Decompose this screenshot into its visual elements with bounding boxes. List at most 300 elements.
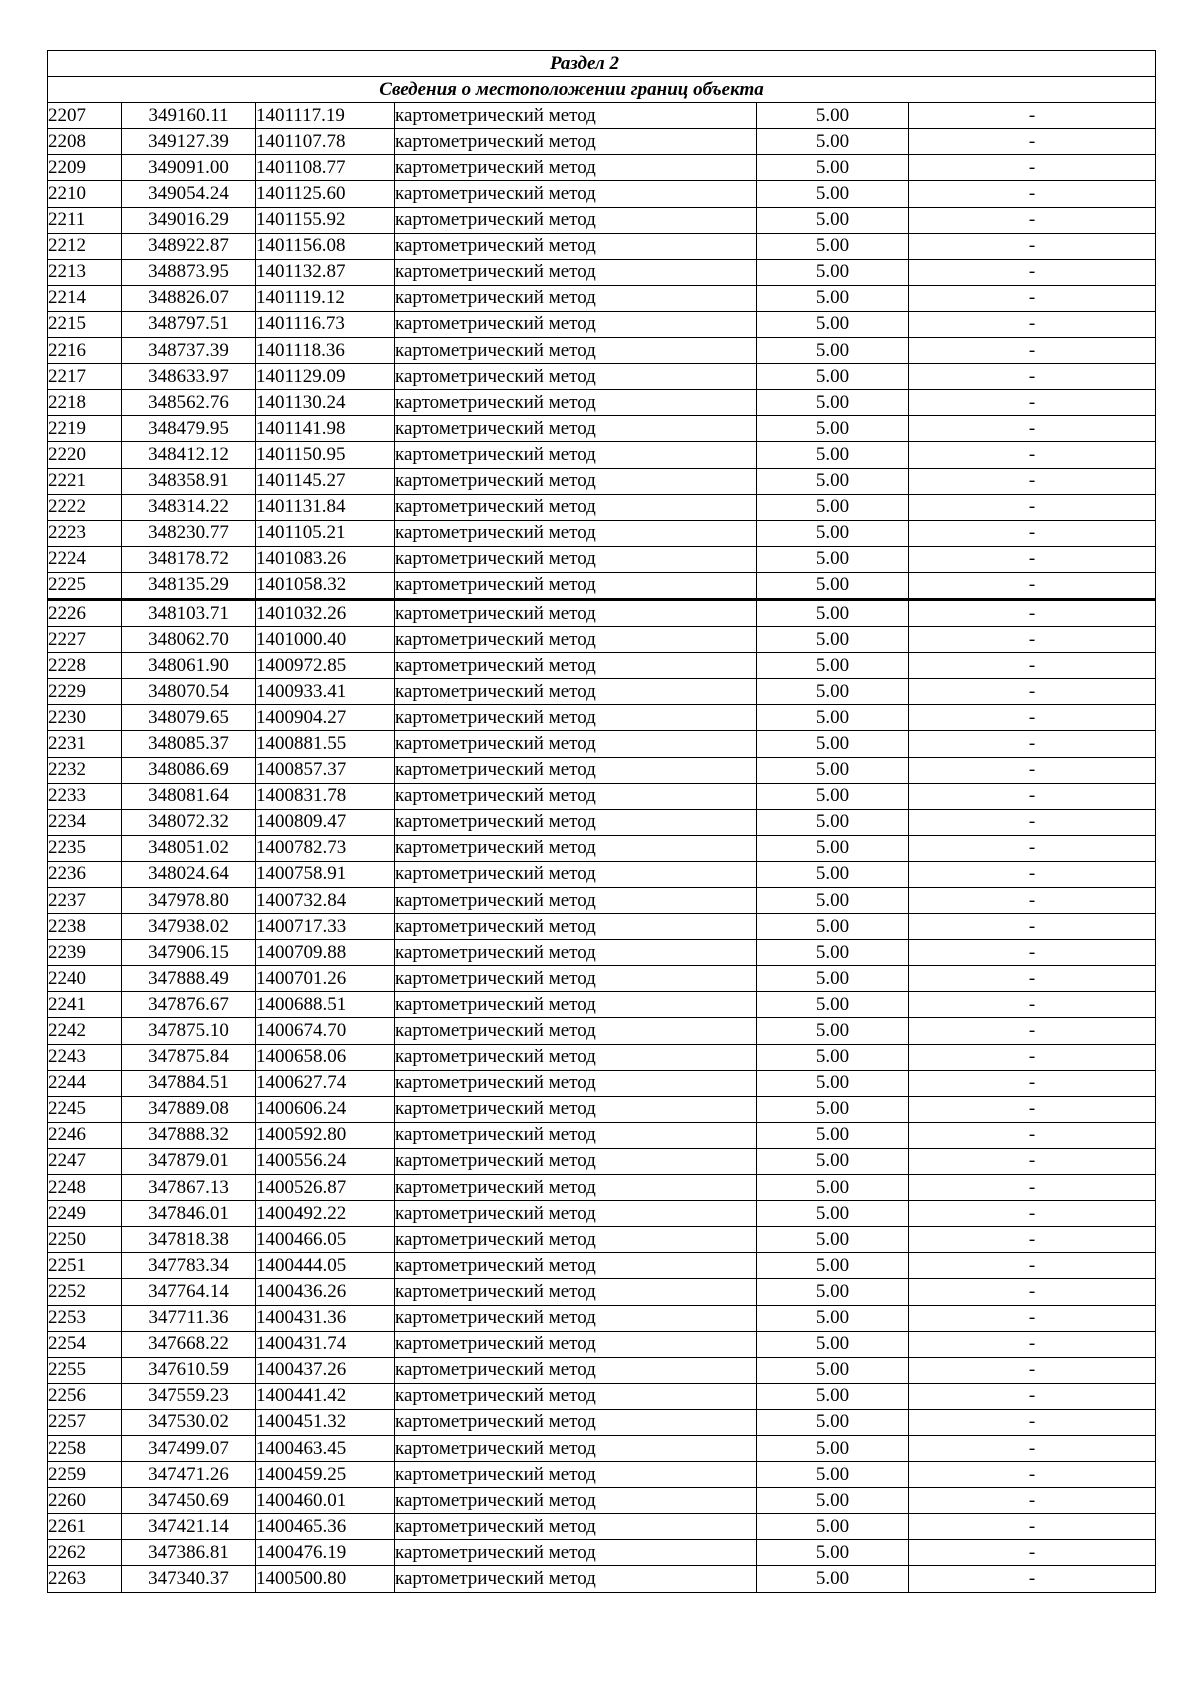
- point-number: 2257: [48, 1409, 122, 1435]
- determination-method: картометрический метод: [395, 1279, 757, 1305]
- table-row: [48, 468, 1156, 494]
- point-description: -: [909, 416, 1156, 442]
- coordinate-x: 347889.08: [122, 1096, 256, 1122]
- coordinate-y: 1400463.45: [256, 1435, 395, 1461]
- coordinate-y: 1401117.19: [256, 103, 395, 129]
- determination-method: картометрический метод: [395, 103, 757, 129]
- determination-method: картометрический метод: [395, 1357, 757, 1383]
- determination-method: картометрический метод: [395, 311, 757, 337]
- coordinate-x: 348062.70: [122, 627, 256, 653]
- table-row: [48, 1409, 1156, 1435]
- table-row: [48, 416, 1156, 442]
- determination-method: картометрический метод: [395, 1148, 757, 1174]
- coordinate-x: 347530.02: [122, 1409, 256, 1435]
- determination-method: картометрический метод: [395, 757, 757, 783]
- point-description: -: [909, 103, 1156, 129]
- determination-method: картометрический метод: [395, 442, 757, 468]
- point-number: 2251: [48, 1253, 122, 1279]
- coordinate-x: 347386.81: [122, 1540, 256, 1566]
- coordinate-y: 1400857.37: [256, 757, 395, 783]
- coordinate-x: 347888.32: [122, 1122, 256, 1148]
- coordinate-y: 1400717.33: [256, 914, 395, 940]
- point-number: 2250: [48, 1227, 122, 1253]
- determination-method: картометрический метод: [395, 861, 757, 887]
- table-row: [48, 966, 1156, 992]
- table-row: [48, 1383, 1156, 1409]
- point-description: -: [909, 653, 1156, 679]
- point-description: -: [909, 1279, 1156, 1305]
- coordinate-x: 347875.84: [122, 1044, 256, 1070]
- coordinate-y: 1401145.27: [256, 468, 395, 494]
- determination-method: картометрический метод: [395, 259, 757, 285]
- determination-method: картометрический метод: [395, 338, 757, 364]
- accuracy-value: 5.00: [757, 233, 909, 259]
- coordinate-y: 1400606.24: [256, 1096, 395, 1122]
- section-label-cell: [48, 51, 1156, 77]
- accuracy-value: 5.00: [757, 1175, 909, 1201]
- coordinate-y: 1400451.32: [256, 1409, 395, 1435]
- coordinate-y: 1401119.12: [256, 285, 395, 311]
- point-description: -: [909, 520, 1156, 546]
- determination-method: картометрический метод: [395, 155, 757, 181]
- table-row: [48, 1540, 1156, 1566]
- point-description: -: [909, 1462, 1156, 1488]
- coordinate-y: 1400431.74: [256, 1331, 395, 1357]
- table-row: [48, 103, 1156, 129]
- accuracy-value: 5.00: [757, 653, 909, 679]
- accuracy-value: 5.00: [757, 338, 909, 364]
- determination-method: картометрический метод: [395, 835, 757, 861]
- determination-method: картометрический метод: [395, 653, 757, 679]
- coordinate-y: 1401150.95: [256, 442, 395, 468]
- point-description: -: [909, 233, 1156, 259]
- accuracy-value: 5.00: [757, 835, 909, 861]
- point-number: 2255: [48, 1357, 122, 1383]
- point-number: 2238: [48, 914, 122, 940]
- point-description: -: [909, 809, 1156, 835]
- point-description: -: [909, 731, 1156, 757]
- table-row: [48, 783, 1156, 809]
- table-row: [48, 653, 1156, 679]
- table-row: [48, 546, 1156, 572]
- table-row: [48, 1514, 1156, 1540]
- point-number: 2252: [48, 1279, 122, 1305]
- point-number: 2234: [48, 809, 122, 835]
- coordinate-x: 348024.64: [122, 861, 256, 887]
- table-row: [48, 1462, 1156, 1488]
- point-number: 2219: [48, 416, 122, 442]
- point-description: -: [909, 155, 1156, 181]
- determination-method: картометрический метод: [395, 129, 757, 155]
- point-description: -: [909, 861, 1156, 887]
- accuracy-value: 5.00: [757, 1279, 909, 1305]
- coordinate-y: 1400592.80: [256, 1122, 395, 1148]
- determination-method: картометрический метод: [395, 888, 757, 914]
- accuracy-value: 5.00: [757, 285, 909, 311]
- coordinate-x: 348479.95: [122, 416, 256, 442]
- accuracy-value: 5.00: [757, 1253, 909, 1279]
- point-number: 2240: [48, 966, 122, 992]
- accuracy-value: 5.00: [757, 1566, 909, 1592]
- table-row: [48, 338, 1156, 364]
- coordinate-y: 1401130.24: [256, 390, 395, 416]
- determination-method: картометрический метод: [395, 1227, 757, 1253]
- determination-method: картометрический метод: [395, 1122, 757, 1148]
- point-number: 2235: [48, 835, 122, 861]
- coordinate-x: 348562.76: [122, 390, 256, 416]
- determination-method: картометрический метод: [395, 599, 757, 626]
- point-description: -: [909, 285, 1156, 311]
- point-description: -: [909, 1409, 1156, 1435]
- coordinate-x: 349127.39: [122, 129, 256, 155]
- point-number: 2254: [48, 1331, 122, 1357]
- point-description: -: [909, 1331, 1156, 1357]
- accuracy-value: 5.00: [757, 1383, 909, 1409]
- coordinate-x: 347884.51: [122, 1070, 256, 1096]
- point-number: 2236: [48, 861, 122, 887]
- accuracy-value: 5.00: [757, 520, 909, 546]
- point-number: 2227: [48, 627, 122, 653]
- accuracy-value: 5.00: [757, 1070, 909, 1096]
- section-title: Сведения о местоположении границ объекта: [379, 78, 764, 100]
- point-number: 2248: [48, 1175, 122, 1201]
- point-description: -: [909, 181, 1156, 207]
- point-description: -: [909, 1514, 1156, 1540]
- accuracy-value: 5.00: [757, 783, 909, 809]
- point-number: 2245: [48, 1096, 122, 1122]
- determination-method: картометрический метод: [395, 1540, 757, 1566]
- coordinate-y: 1400701.26: [256, 966, 395, 992]
- point-description: -: [909, 1122, 1156, 1148]
- table-row: [48, 129, 1156, 155]
- coordinate-x: 348081.64: [122, 783, 256, 809]
- coordinate-y: 1401105.21: [256, 520, 395, 546]
- point-description: -: [909, 1175, 1156, 1201]
- table-row: [48, 494, 1156, 520]
- coordinate-x: 347471.26: [122, 1462, 256, 1488]
- point-description: -: [909, 311, 1156, 337]
- point-number: 2218: [48, 390, 122, 416]
- point-number: 2247: [48, 1148, 122, 1174]
- determination-method: картометрический метод: [395, 572, 757, 599]
- accuracy-value: 5.00: [757, 181, 909, 207]
- determination-method: картометрический метод: [395, 1201, 757, 1227]
- determination-method: картометрический метод: [395, 1435, 757, 1461]
- accuracy-value: 5.00: [757, 1357, 909, 1383]
- determination-method: картометрический метод: [395, 783, 757, 809]
- table-row: [48, 1044, 1156, 1070]
- coordinate-y: 1400904.27: [256, 705, 395, 731]
- point-number: 2239: [48, 940, 122, 966]
- table-row: [48, 1018, 1156, 1044]
- point-number: 2260: [48, 1488, 122, 1514]
- accuracy-value: 5.00: [757, 888, 909, 914]
- table-row: [48, 1279, 1156, 1305]
- coordinate-y: 1401058.32: [256, 572, 395, 599]
- determination-method: картометрический метод: [395, 809, 757, 835]
- table-row: [48, 914, 1156, 940]
- coordinate-x: 347499.07: [122, 1435, 256, 1461]
- coordinate-x: 347711.36: [122, 1305, 256, 1331]
- table-row: [48, 1488, 1156, 1514]
- point-description: -: [909, 1435, 1156, 1461]
- point-description: -: [909, 1148, 1156, 1174]
- coordinate-y: 1400627.74: [256, 1070, 395, 1096]
- accuracy-value: 5.00: [757, 311, 909, 337]
- point-number: 2221: [48, 468, 122, 494]
- table-row: [48, 861, 1156, 887]
- coordinate-y: 1400972.85: [256, 653, 395, 679]
- table-row: [48, 1175, 1156, 1201]
- section-title-cell: [48, 77, 1156, 103]
- point-description: -: [909, 757, 1156, 783]
- accuracy-value: 5.00: [757, 546, 909, 572]
- coordinate-y: 1400444.05: [256, 1253, 395, 1279]
- accuracy-value: 5.00: [757, 1462, 909, 1488]
- accuracy-value: 5.00: [757, 966, 909, 992]
- accuracy-value: 5.00: [757, 364, 909, 390]
- accuracy-value: 5.00: [757, 705, 909, 731]
- point-number: 2228: [48, 653, 122, 679]
- table-row: [48, 940, 1156, 966]
- table-row: [48, 1096, 1156, 1122]
- section-label: Раздел 2: [550, 52, 619, 74]
- table-row: [48, 1122, 1156, 1148]
- point-description: -: [909, 468, 1156, 494]
- coordinate-y: 1401083.26: [256, 546, 395, 572]
- coordinate-y: 1401107.78: [256, 129, 395, 155]
- point-description: -: [909, 364, 1156, 390]
- determination-method: картометрический метод: [395, 1070, 757, 1096]
- table-row: [48, 259, 1156, 285]
- coordinate-x: 347764.14: [122, 1279, 256, 1305]
- accuracy-value: 5.00: [757, 1227, 909, 1253]
- point-number: 2207: [48, 103, 122, 129]
- table-row: [48, 809, 1156, 835]
- coordinate-x: 347421.14: [122, 1514, 256, 1540]
- coordinate-x: 348314.22: [122, 494, 256, 520]
- accuracy-value: 5.00: [757, 731, 909, 757]
- determination-method: картометрический метод: [395, 364, 757, 390]
- determination-method: картометрический метод: [395, 468, 757, 494]
- point-number: 2212: [48, 233, 122, 259]
- coordinate-x: 347938.02: [122, 914, 256, 940]
- determination-method: картометрический метод: [395, 1096, 757, 1122]
- determination-method: картометрический метод: [395, 520, 757, 546]
- point-description: -: [909, 1305, 1156, 1331]
- point-description: -: [909, 1070, 1156, 1096]
- coordinate-y: 1400500.80: [256, 1566, 395, 1592]
- accuracy-value: 5.00: [757, 1409, 909, 1435]
- table-row: [48, 233, 1156, 259]
- accuracy-value: 5.00: [757, 914, 909, 940]
- coordinate-y: 1401125.60: [256, 181, 395, 207]
- point-description: -: [909, 1253, 1156, 1279]
- point-description: -: [909, 1096, 1156, 1122]
- point-description: -: [909, 572, 1156, 599]
- point-number: 2216: [48, 338, 122, 364]
- determination-method: картометрический метод: [395, 390, 757, 416]
- point-description: -: [909, 599, 1156, 626]
- table-row: [48, 311, 1156, 337]
- table-row: [48, 1305, 1156, 1331]
- point-description: -: [909, 888, 1156, 914]
- point-description: -: [909, 129, 1156, 155]
- table-row: [48, 1435, 1156, 1461]
- table-row: [48, 888, 1156, 914]
- coordinate-y: 1400476.19: [256, 1540, 395, 1566]
- coordinate-y: 1401116.73: [256, 311, 395, 337]
- table-row: [48, 1253, 1156, 1279]
- coordinate-x: 348826.07: [122, 285, 256, 311]
- section-header-row: [48, 51, 1156, 77]
- point-description: -: [909, 914, 1156, 940]
- point-number: 2229: [48, 679, 122, 705]
- accuracy-value: 5.00: [757, 1122, 909, 1148]
- coordinate-x: 348358.91: [122, 468, 256, 494]
- point-number: 2243: [48, 1044, 122, 1070]
- determination-method: картометрический метод: [395, 679, 757, 705]
- determination-method: картометрический метод: [395, 494, 757, 520]
- determination-method: картометрический метод: [395, 731, 757, 757]
- determination-method: картометрический метод: [395, 546, 757, 572]
- point-description: -: [909, 1357, 1156, 1383]
- point-number: 2249: [48, 1201, 122, 1227]
- determination-method: картометрический метод: [395, 1566, 757, 1592]
- coordinate-x: 348633.97: [122, 364, 256, 390]
- determination-method: картометрический метод: [395, 940, 757, 966]
- coordinates-table-body: [48, 51, 1156, 1593]
- coordinate-x: 348086.69: [122, 757, 256, 783]
- coordinate-x: 349091.00: [122, 155, 256, 181]
- coordinate-y: 1400709.88: [256, 940, 395, 966]
- coordinate-y: 1401129.09: [256, 364, 395, 390]
- determination-method: картометрический метод: [395, 1044, 757, 1070]
- point-description: -: [909, 1566, 1156, 1592]
- coordinate-y: 1400782.73: [256, 835, 395, 861]
- coordinate-x: 348135.29: [122, 572, 256, 599]
- coordinate-x: 347879.01: [122, 1148, 256, 1174]
- accuracy-value: 5.00: [757, 861, 909, 887]
- coordinate-y: 1400436.26: [256, 1279, 395, 1305]
- point-number: 2244: [48, 1070, 122, 1096]
- coordinate-y: 1400881.55: [256, 731, 395, 757]
- table-row: [48, 572, 1156, 599]
- coordinate-y: 1401032.26: [256, 599, 395, 626]
- coordinate-x: 347818.38: [122, 1227, 256, 1253]
- accuracy-value: 5.00: [757, 155, 909, 181]
- coordinate-x: 347978.80: [122, 888, 256, 914]
- coordinate-x: 347846.01: [122, 1201, 256, 1227]
- determination-method: картометрический метод: [395, 1514, 757, 1540]
- point-description: -: [909, 940, 1156, 966]
- accuracy-value: 5.00: [757, 1435, 909, 1461]
- accuracy-value: 5.00: [757, 468, 909, 494]
- accuracy-value: 5.00: [757, 259, 909, 285]
- determination-method: картометрический метод: [395, 1305, 757, 1331]
- coordinate-x: 347906.15: [122, 940, 256, 966]
- determination-method: картометрический метод: [395, 1253, 757, 1279]
- accuracy-value: 5.00: [757, 992, 909, 1018]
- coordinate-x: 347875.10: [122, 1018, 256, 1044]
- coordinate-y: 1400431.36: [256, 1305, 395, 1331]
- coordinate-x: 348103.71: [122, 599, 256, 626]
- determination-method: картометрический метод: [395, 1488, 757, 1514]
- coordinate-x: 348070.54: [122, 679, 256, 705]
- coordinate-y: 1400437.26: [256, 1357, 395, 1383]
- accuracy-value: 5.00: [757, 809, 909, 835]
- point-number: 2231: [48, 731, 122, 757]
- coordinate-x: 348072.32: [122, 809, 256, 835]
- accuracy-value: 5.00: [757, 627, 909, 653]
- accuracy-value: 5.00: [757, 1096, 909, 1122]
- accuracy-value: 5.00: [757, 1148, 909, 1174]
- point-description: -: [909, 679, 1156, 705]
- accuracy-value: 5.00: [757, 207, 909, 233]
- table-row: [48, 627, 1156, 653]
- point-description: -: [909, 627, 1156, 653]
- coordinate-y: 1400658.06: [256, 1044, 395, 1070]
- point-number: 2215: [48, 311, 122, 337]
- coordinate-x: 347888.49: [122, 966, 256, 992]
- point-description: -: [909, 966, 1156, 992]
- coordinate-y: 1400492.22: [256, 1201, 395, 1227]
- table-row: [48, 442, 1156, 468]
- point-number: 2241: [48, 992, 122, 1018]
- coordinate-y: 1400674.70: [256, 1018, 395, 1044]
- determination-method: картометрический метод: [395, 1462, 757, 1488]
- point-description: -: [909, 1044, 1156, 1070]
- point-number: 2214: [48, 285, 122, 311]
- coordinate-y: 1401118.36: [256, 338, 395, 364]
- point-description: -: [909, 1201, 1156, 1227]
- accuracy-value: 5.00: [757, 1331, 909, 1357]
- coordinate-y: 1400441.42: [256, 1383, 395, 1409]
- coordinate-y: 1400809.47: [256, 809, 395, 835]
- table-row: [48, 285, 1156, 311]
- table-row: [48, 835, 1156, 861]
- section-title-row: [48, 77, 1156, 103]
- coordinate-x: 348178.72: [122, 546, 256, 572]
- determination-method: картометрический метод: [395, 705, 757, 731]
- point-description: -: [909, 259, 1156, 285]
- coordinate-x: 348230.77: [122, 520, 256, 546]
- point-number: 2208: [48, 129, 122, 155]
- point-number: 2261: [48, 1514, 122, 1540]
- table-row: [48, 599, 1156, 626]
- point-number: 2209: [48, 155, 122, 181]
- point-number: 2225: [48, 572, 122, 599]
- accuracy-value: 5.00: [757, 1305, 909, 1331]
- accuracy-value: 5.00: [757, 1044, 909, 1070]
- point-number: 2256: [48, 1383, 122, 1409]
- table-row: [48, 1331, 1156, 1357]
- point-description: -: [909, 835, 1156, 861]
- accuracy-value: 5.00: [757, 442, 909, 468]
- coordinate-y: 1400465.36: [256, 1514, 395, 1540]
- coordinate-y: 1400688.51: [256, 992, 395, 1018]
- determination-method: картометрический метод: [395, 1018, 757, 1044]
- table-row: [48, 679, 1156, 705]
- point-number: 2233: [48, 783, 122, 809]
- determination-method: картометрический метод: [395, 207, 757, 233]
- coordinate-y: 1401156.08: [256, 233, 395, 259]
- coordinate-y: 1401108.77: [256, 155, 395, 181]
- coordinate-x: 348412.12: [122, 442, 256, 468]
- coordinate-y: 1400831.78: [256, 783, 395, 809]
- table-row: [48, 1148, 1156, 1174]
- point-number: 2223: [48, 520, 122, 546]
